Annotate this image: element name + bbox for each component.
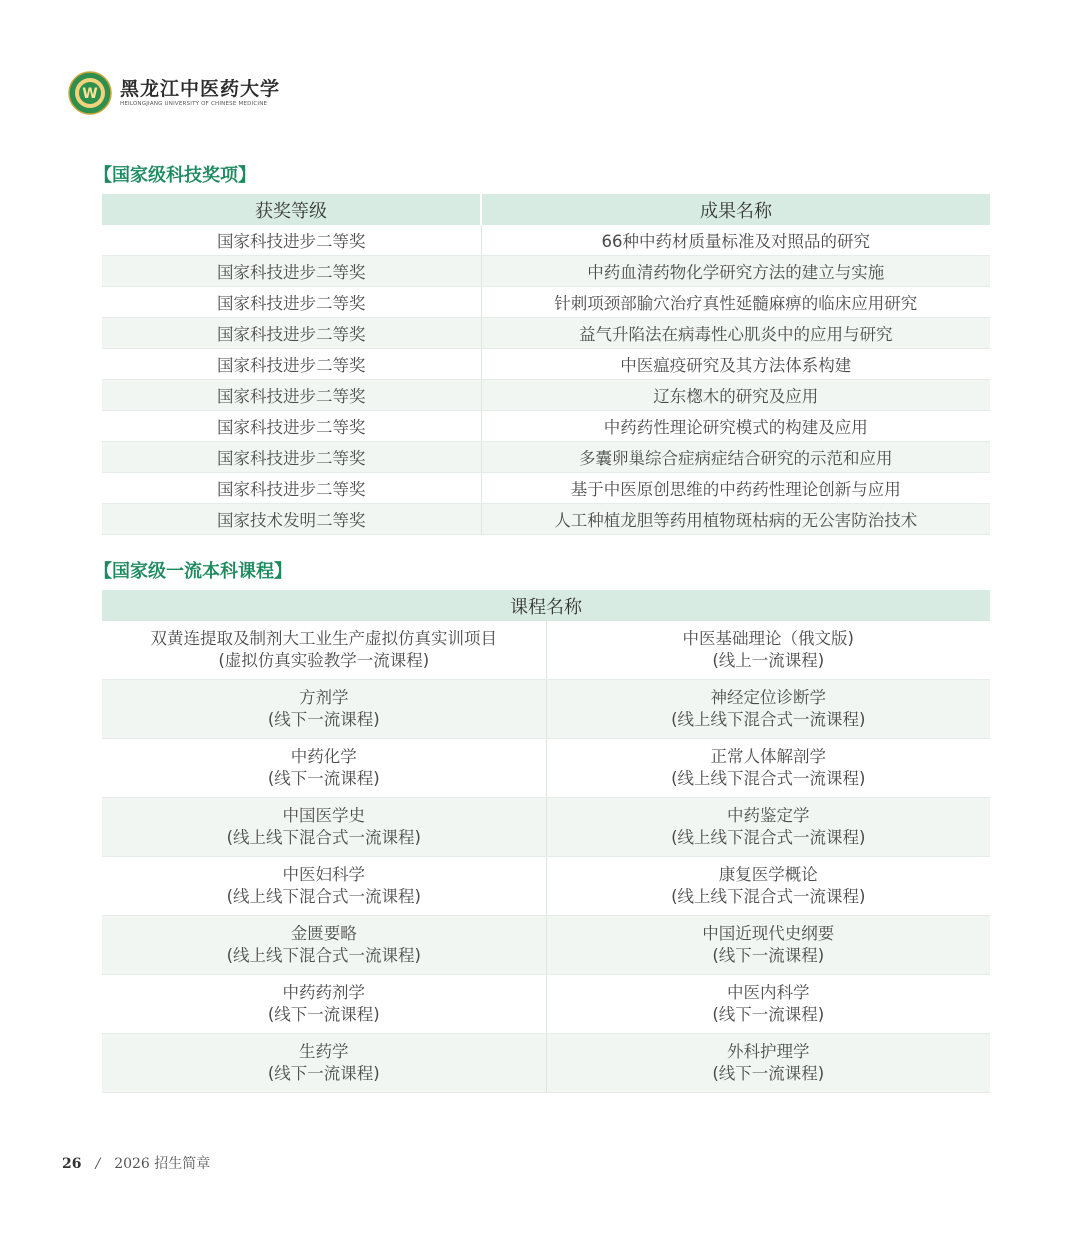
table-row (102, 411, 990, 442)
course-cell (546, 916, 990, 975)
table-row (102, 857, 990, 916)
course-cell (546, 621, 990, 680)
course-name: 中药鉴定学 (727, 806, 810, 825)
table-row (102, 442, 990, 473)
table-row (102, 975, 990, 1034)
course-name: 中医妇科学 (282, 865, 365, 884)
course-type: (虚拟仿真实验教学一流课程) (218, 651, 430, 670)
table-row (102, 473, 990, 504)
course-name: 中医内科学 (727, 983, 810, 1002)
achievement-cell: 中医瘟疫研究及其方法体系构建 (481, 349, 990, 380)
course-cell (546, 1034, 990, 1093)
course-type: (线上线下混合式一流课程) (671, 769, 866, 788)
course-cell (546, 739, 990, 798)
course-type: (线上线下混合式一流课程) (226, 887, 421, 906)
course-name: 中国医学史 (282, 806, 365, 825)
award-level-cell: 国家科技进步二等奖 (102, 318, 481, 349)
course-type: (线上线下混合式一流课程) (671, 828, 866, 847)
course-name: 正常人体解剖学 (710, 747, 826, 766)
award-level-cell: 国家科技进步二等奖 (102, 473, 481, 504)
course-name: 方剂学 (299, 688, 349, 707)
course-cell (546, 680, 990, 739)
course-cell (546, 975, 990, 1034)
course-name: 中药药剂学 (282, 983, 365, 1002)
award-level-cell: 国家科技进步二等奖 (102, 411, 481, 442)
awards-header-row (102, 194, 990, 225)
course-type: (线上线下混合式一流课程) (226, 828, 421, 847)
column-header-award-level: 获奖等级 (102, 194, 481, 225)
course-cell (102, 857, 546, 916)
course-cell (102, 916, 546, 975)
award-level-cell: 国家科技进步二等奖 (102, 442, 481, 473)
course-name: 外科护理学 (727, 1042, 810, 1061)
course-name: 生药学 (299, 1042, 349, 1061)
course-name: 神经定位诊断学 (710, 688, 826, 707)
award-level-cell: 国家科技进步二等奖 (102, 225, 481, 256)
page-footer (62, 1154, 210, 1174)
course-name: 中国近现代史纲要 (702, 924, 835, 943)
achievement-cell: 66种中药材质量标准及对照品的研究 (481, 225, 990, 256)
course-name: 中药化学 (290, 747, 357, 766)
university-name-en: HEILONGJIANG UNIVERSITY OF CHINESE MEDICINE (120, 101, 268, 107)
course-cell (546, 857, 990, 916)
column-header-course-name: 课程名称 (102, 590, 990, 621)
university-header (68, 70, 280, 116)
course-cell (546, 798, 990, 857)
achievement-cell: 中药血清药物化学研究方法的建立与实施 (481, 256, 990, 287)
courses-header-row (102, 590, 990, 621)
course-name: 中医基础理论（俄文版) (682, 629, 854, 648)
table-row (102, 739, 990, 798)
course-type: (线上线下混合式一流课程) (226, 946, 421, 965)
achievement-cell: 辽东楤木的研究及应用 (481, 380, 990, 411)
award-level-cell: 国家科技进步二等奖 (102, 349, 481, 380)
university-name (120, 78, 280, 108)
achievement-cell: 中药药性理论研究模式的构建及应用 (481, 411, 990, 442)
courses-section-title: 【国家级一流本科课程】 (94, 561, 292, 582)
course-cell (102, 739, 546, 798)
table-row (102, 504, 990, 535)
table-row (102, 380, 990, 411)
svg-text:W: W (82, 86, 98, 102)
table-row (102, 621, 990, 680)
courses-table (102, 590, 990, 1093)
course-type: (线下一流课程) (712, 1005, 825, 1024)
table-row (102, 318, 990, 349)
course-name: 金匮要略 (290, 924, 357, 943)
table-row (102, 225, 990, 256)
achievement-cell: 基于中医原创思维的中药药性理论创新与应用 (481, 473, 990, 504)
table-row (102, 349, 990, 380)
award-level-cell: 国家科技进步二等奖 (102, 256, 481, 287)
table-row (102, 680, 990, 739)
course-type: (线下一流课程) (267, 710, 380, 729)
table-row (102, 287, 990, 318)
award-level-cell: 国家科技进步二等奖 (102, 380, 481, 411)
course-type: (线下一流课程) (267, 1064, 380, 1083)
course-cell (102, 798, 546, 857)
course-type: (线上线下混合式一流课程) (671, 710, 866, 729)
course-type: (线下一流课程) (267, 769, 380, 788)
university-name-cn: 黑龙江中医药大学 (120, 78, 281, 100)
course-name: 双黄连提取及制剂大工业生产虚拟仿真实训项目 (150, 629, 497, 648)
course-name: 康复医学概论 (718, 865, 818, 884)
table-row (102, 256, 990, 287)
course-type: (线下一流课程) (267, 1005, 380, 1024)
course-type: (线上一流课程) (712, 651, 825, 670)
course-cell (102, 1034, 546, 1093)
awards-section-title: 【国家级科技奖项】 (94, 165, 256, 186)
table-row (102, 798, 990, 857)
page-number: 26 (62, 1156, 82, 1172)
achievement-cell: 人工种植龙胆等药用植物斑枯病的无公害防治技术 (481, 504, 990, 535)
table-row (102, 1034, 990, 1093)
course-type: (线上线下混合式一流课程) (671, 887, 866, 906)
course-cell (102, 680, 546, 739)
achievement-cell: 益气升陷法在病毒性心肌炎中的应用与研究 (481, 318, 990, 349)
achievement-cell: 针刺项颈部腧穴治疗真性延髓麻痹的临床应用研究 (481, 287, 990, 318)
table-row (102, 916, 990, 975)
course-cell (102, 621, 546, 680)
award-level-cell: 国家科技进步二等奖 (102, 287, 481, 318)
footer-separator: / (95, 1156, 101, 1172)
award-level-cell: 国家技术发明二等奖 (102, 504, 481, 535)
course-type: (线下一流课程) (712, 1064, 825, 1083)
footer-text: 2026 招生简章 (114, 1156, 211, 1172)
awards-table (102, 194, 990, 535)
course-type: (线下一流课程) (712, 946, 825, 965)
achievement-cell: 多囊卵巢综合症病症结合研究的示范和应用 (481, 442, 990, 473)
column-header-achievement: 成果名称 (481, 194, 990, 225)
university-seal-icon (68, 71, 112, 115)
course-cell (102, 975, 546, 1034)
